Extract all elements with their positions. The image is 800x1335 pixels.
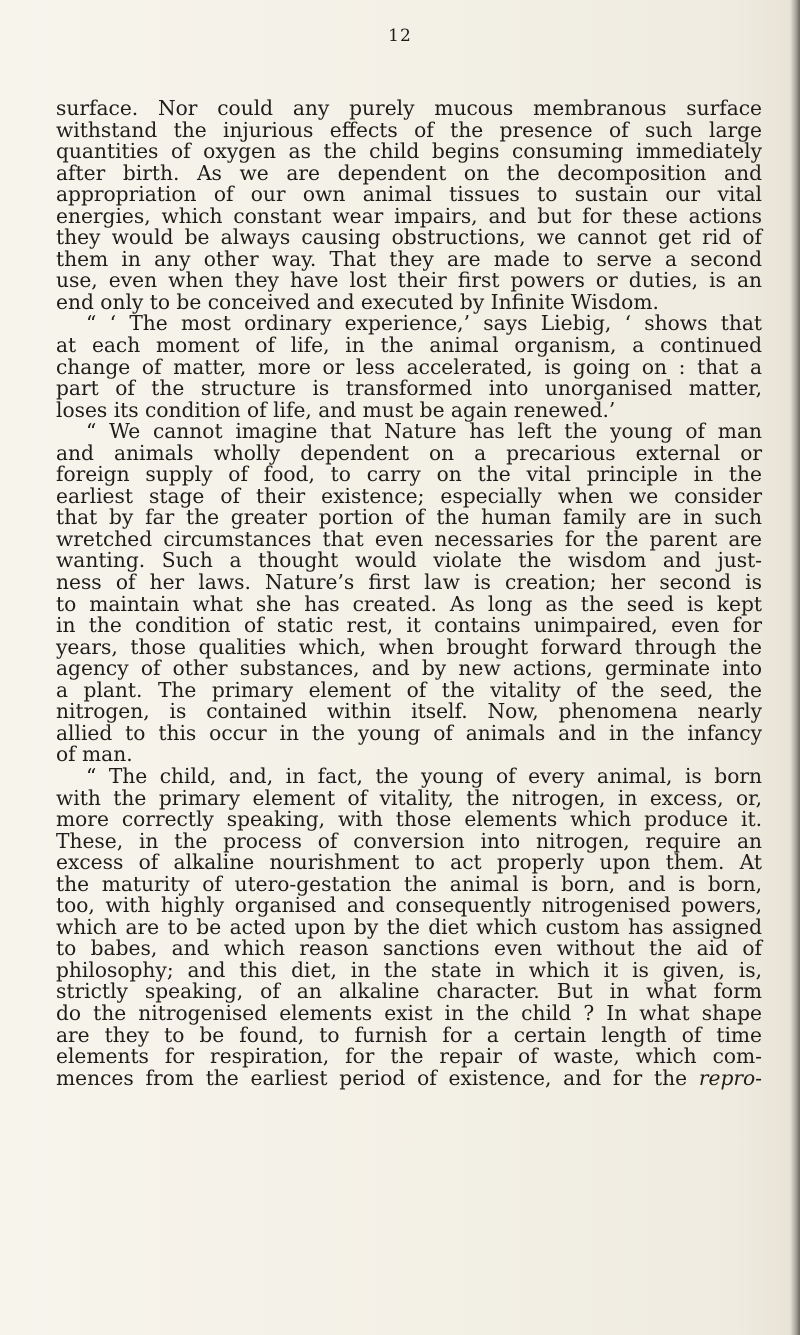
text-line-content: philosophy; and this diet, in the state in which it is given, is, — [56, 957, 762, 982]
text-line-content: excess of alkaline nourishment to act properly upon them. At — [56, 850, 762, 875]
text-line-content: “ We cannot imagine that Nature has left the young of man — [86, 419, 762, 444]
text-line-content: These, in the process of conversion into nitrogen, require an — [56, 828, 762, 853]
text-line — [56, 1000, 762, 1025]
text-line — [56, 744, 762, 766]
text-line — [56, 701, 762, 723]
text-line-content: of man. — [56, 742, 133, 767]
page-edge-shadow — [790, 0, 800, 1335]
text-line-content: use, even when they have lost their first powers or duties, is an — [56, 268, 762, 293]
text-line-content: end only to be conceived and executed by Infinite Wisdom. — [56, 289, 659, 314]
text-line-content: nitrogen, is contained within itself. Now, phenomena nearly — [56, 699, 762, 724]
text-line-content: to maintain what she has created. As long as the seed is kept — [56, 591, 762, 616]
text-line — [56, 895, 762, 917]
text-line — [56, 141, 762, 163]
text-line — [56, 354, 762, 379]
text-line-content: at each moment of life, in the animal organism, a continued — [56, 333, 762, 358]
text-line — [56, 720, 762, 745]
text-line-content: they would be always causing obstructions, we cannot get rid of — [56, 225, 762, 250]
text-line — [56, 289, 762, 314]
text-line — [56, 658, 762, 680]
text-line-content: mences from the earliest period of existence, and for the — [56, 1065, 688, 1090]
text-line — [56, 809, 762, 831]
text-line-content: quantities of oxygen as the child begins consuming immediately — [56, 139, 762, 164]
text-line — [56, 852, 762, 874]
text-line — [56, 550, 762, 572]
text-line — [56, 871, 762, 896]
text-line-content: strictly speaking, of an alkaline character. But in what form — [56, 979, 762, 1004]
text-line-content: a plant. The primary element of the vitality of the seed, the — [56, 677, 762, 702]
text-line-content: wanting. Such a thought would violate the wisdom and just- — [56, 548, 762, 573]
text-line — [56, 938, 762, 960]
text-line — [56, 227, 762, 249]
text-line-content: “ ‘ The most ordinary experience,’ says Liebig, ‘ shows that — [86, 311, 762, 336]
text-line — [56, 1065, 762, 1090]
text-line — [56, 378, 762, 400]
body-text — [56, 98, 762, 1089]
text-line-content: part of the structure is transformed into unorganised matter, — [56, 376, 762, 401]
text-line-content: “ The child, and, in fact, the young of every animal, is born — [86, 763, 762, 788]
text-line-content: earliest stage of their existence; especially when we consider — [56, 483, 762, 508]
text-line — [56, 483, 762, 508]
text-line — [56, 615, 762, 637]
text-line-content: more correctly speaking, with those elements which produce it. — [56, 807, 762, 832]
text-line — [56, 763, 762, 788]
text-line — [56, 634, 762, 659]
text-line — [56, 957, 762, 982]
text-line — [56, 1022, 762, 1047]
page-number: 12 — [388, 26, 412, 46]
text-line — [56, 507, 762, 529]
text-line-content: after birth. As we are dependent on the decomposition and — [56, 160, 762, 185]
text-line — [56, 1046, 762, 1068]
text-line-content: to babes, and which reason sanctions even without the aid of — [56, 936, 762, 961]
text-line — [56, 184, 762, 206]
text-line-content: which are to be acted upon by the diet which custom has assigned — [56, 914, 762, 939]
text-line — [56, 464, 762, 486]
text-line — [56, 246, 762, 271]
text-line — [56, 981, 762, 1003]
text-line — [56, 203, 762, 228]
text-line-content: loses its condition of life, and must be again renewed.’ — [56, 397, 616, 422]
text-line — [56, 98, 762, 120]
text-line-content: wretched circumstances that even necessaries for the parent are — [56, 526, 762, 551]
text-line-content: energies, which constant wear impairs, and but for these actions — [56, 203, 762, 228]
text-line — [56, 335, 762, 357]
text-line — [56, 677, 762, 702]
text-line-content: years, those qualities which, when brought forward through the — [56, 634, 762, 659]
text-line-content: allied to this occur in the young of animals and in the infancy — [56, 720, 762, 745]
text-line-content: surface. Nor could any purely mucous membranous surface — [56, 96, 762, 120]
text-line — [56, 117, 762, 142]
text-line-content: them in any other way. That they are made to serve a second — [56, 246, 762, 271]
text-line-content: agency of other substances, and by new actions, germinate into — [56, 656, 762, 681]
text-line-content: change of matter, more or less accelerated, is going on : that a — [56, 354, 762, 379]
text-line-content: that by far the greater portion of the human family are in such — [56, 505, 762, 530]
text-line-content: with the primary element of vitality, the nitrogen, in excess, or, — [56, 785, 762, 810]
text-line — [56, 160, 762, 185]
text-line — [56, 914, 762, 939]
text-line-content: are they to be found, to furnish for a certain length of time — [56, 1022, 762, 1047]
text-line-content: do the nitrogenised elements exist in the child ? In what shape — [56, 1000, 762, 1025]
text-line-content: ness of her laws. Nature’s first law is creation; her second is — [56, 570, 762, 595]
text-line-content: appropriation of our own animal tissues to sustain our vital — [56, 182, 762, 207]
text-line-content: in the condition of static rest, it contains unimpaired, even for — [56, 613, 762, 638]
text-line — [56, 440, 762, 465]
text-line-content: withstand the injurious effects of the presence of such large — [56, 117, 762, 142]
text-line — [56, 397, 762, 422]
text-line — [56, 526, 762, 551]
text-line-italic-word: repro- — [698, 1065, 762, 1090]
text-line — [56, 421, 762, 443]
text-line — [56, 785, 762, 810]
text-line-content: and animals wholly dependent on a precarious external or — [56, 440, 762, 465]
text-line — [56, 270, 762, 292]
text-line — [56, 591, 762, 616]
text-line-content: the maturity of utero-gestation the animal is born, and is born, — [56, 871, 762, 896]
text-line — [56, 828, 762, 853]
text-line — [56, 313, 762, 335]
text-line — [56, 572, 762, 594]
text-line-content: elements for respiration, for the repair of waste, which com- — [56, 1044, 762, 1069]
text-line-content: too, with highly organised and consequently nitrogenised powers, — [56, 893, 762, 918]
text-line-content: foreign supply of food, to carry on the vital principle in the — [56, 462, 762, 487]
